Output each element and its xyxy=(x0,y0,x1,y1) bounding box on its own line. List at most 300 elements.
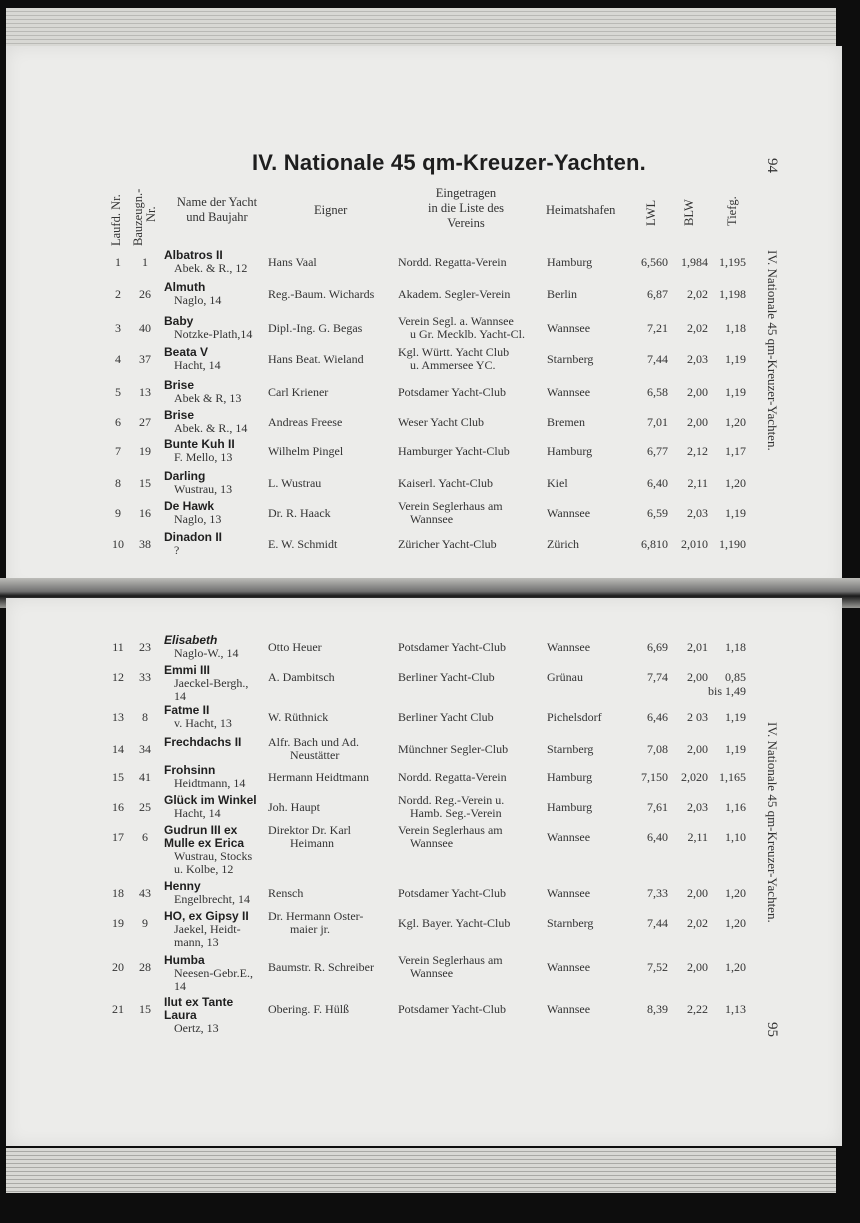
row-yacht-name: De Hawk xyxy=(164,499,215,513)
row-club xyxy=(398,794,504,820)
row-club-line1: Weser Yacht Club xyxy=(398,415,485,429)
row-owner-line1: Wilhelm Pingel xyxy=(268,444,344,458)
row-bauzeugn-nr: 23 xyxy=(139,640,151,654)
row-blw: 2,00 xyxy=(687,670,708,684)
row-blw: 2,00 xyxy=(687,960,708,974)
row-owner xyxy=(268,416,342,429)
row-club-line1: Berliner Yacht Club xyxy=(398,710,494,724)
row-builder-year-line2: 14 xyxy=(174,979,186,993)
row-tiefg: 1,20 xyxy=(725,916,746,930)
row-club-line1: Verein Seglerhaus am xyxy=(398,823,503,837)
row-tiefg: 1,13 xyxy=(725,1002,746,1016)
row-bauzeugn-nr: 16 xyxy=(139,506,151,520)
row-home-port: Zürich xyxy=(547,537,579,551)
row-lfd-nr: 15 xyxy=(112,770,124,784)
row-tiefg: 1,20 xyxy=(725,415,746,429)
row-tiefg: 1,17 xyxy=(725,444,746,458)
row-owner-line1: Rensch xyxy=(268,886,304,900)
row-owner-line1: Joh. Haupt xyxy=(268,800,320,814)
row-tiefg: 1,10 xyxy=(725,830,746,844)
row-club-line1: Hamburger Yacht-Club xyxy=(398,444,510,458)
row-club-line2: Wannsee xyxy=(410,966,454,980)
row-home-port: Hamburg xyxy=(547,444,593,458)
row-home-port: Wannsee xyxy=(547,640,591,654)
row-lfd-nr: 7 xyxy=(115,444,121,458)
row-owner-line1: E. W. Schmidt xyxy=(268,537,338,551)
row-blw: 2,11 xyxy=(687,830,708,844)
row-yacht-name-block xyxy=(164,281,221,307)
row-lfd-nr: 8 xyxy=(115,476,121,490)
row-club xyxy=(398,500,503,526)
row-owner xyxy=(268,887,303,900)
row-home-port: Wannsee xyxy=(547,830,591,844)
row-owner xyxy=(268,256,317,269)
row-blw: 2,00 xyxy=(687,385,708,399)
row-lwl: 6,58 xyxy=(647,385,668,399)
header-lwl: LWL xyxy=(644,199,658,226)
row-club xyxy=(398,288,510,301)
row-club-line2: Wannsee xyxy=(410,512,454,526)
row-yacht-name-block xyxy=(164,824,252,876)
row-owner-line1: Dr. Hermann Oster- xyxy=(268,909,364,923)
row-blw: 2,020 xyxy=(681,770,708,784)
row-builder-year-line2: u. Kolbe, 12 xyxy=(174,862,234,876)
row-club xyxy=(398,1003,506,1016)
row-yacht-name: Humba xyxy=(164,953,205,967)
row-owner-line1: Hans Vaal xyxy=(268,255,317,269)
row-home-port: Berlin xyxy=(547,287,577,301)
row-tiefg: 1,165 xyxy=(719,770,746,784)
row-yacht-name: Albatros II xyxy=(164,248,223,262)
row-builder-year: Wustrau, 13 xyxy=(174,482,233,496)
row-lwl: 7,61 xyxy=(647,800,668,814)
row-lwl: 6,77 xyxy=(647,444,668,458)
row-yacht-name-block xyxy=(164,315,252,341)
row-yacht-name: Beata V xyxy=(164,345,209,359)
row-owner xyxy=(268,671,335,684)
row-owner xyxy=(268,736,359,762)
row-club-line1: Berliner Yacht-Club xyxy=(398,670,495,684)
row-tiefg: 1,19 xyxy=(725,385,746,399)
row-tiefg: 1,20 xyxy=(725,886,746,900)
row-home-port: Wannsee xyxy=(547,886,591,900)
row-owner-line1: Baumstr. R. Schreiber xyxy=(268,960,374,974)
row-yacht-name: Elisabeth xyxy=(164,633,218,647)
row-yacht-name: Brise xyxy=(164,408,195,422)
row-bauzeugn-nr: 41 xyxy=(139,770,151,784)
row-home-port: Hamburg xyxy=(547,255,593,269)
row-tiefg: 1,19 xyxy=(725,710,746,724)
row-yacht-name-block xyxy=(164,500,221,526)
row-lwl: 6,59 xyxy=(647,506,668,520)
row-lwl: 6,40 xyxy=(647,830,668,844)
row-blw: 2,00 xyxy=(687,742,708,756)
row-home-port: Wannsee xyxy=(547,1002,591,1016)
row-owner-line1: W. Rüthnick xyxy=(268,710,329,724)
row-lfd-nr: 16 xyxy=(112,800,124,814)
row-owner-line2: Neustätter xyxy=(290,748,340,762)
row-builder-year-line2: 14 xyxy=(174,689,186,703)
row-lwl: 7,44 xyxy=(647,352,668,366)
row-home-port: Grünau xyxy=(547,670,583,684)
row-bauzeugn-nr: 38 xyxy=(139,537,151,551)
row-yacht-name-block xyxy=(164,736,241,749)
row-lwl: 6,810 xyxy=(641,537,668,551)
row-tiefg: 1,190 xyxy=(719,537,746,551)
row-lfd-nr: 20 xyxy=(112,960,124,974)
row-lwl: 7,21 xyxy=(647,321,668,335)
row-yacht-name-line2: Mulle ex Erica xyxy=(164,836,245,850)
row-yacht-name-block xyxy=(164,346,221,372)
row-owner xyxy=(268,910,363,936)
row-club xyxy=(398,445,510,458)
row-yacht-name: Darling xyxy=(164,469,206,483)
row-lwl: 7,33 xyxy=(647,886,668,900)
row-tiefg-line2: bis 1,49 xyxy=(707,684,746,698)
row-bauzeugn-nr: 28 xyxy=(139,960,151,974)
row-yacht-name-block xyxy=(164,954,253,993)
row-club xyxy=(398,887,506,900)
row-club xyxy=(398,711,494,724)
row-owner-line2: maier jr. xyxy=(290,922,330,936)
row-yacht-name: Brise xyxy=(164,378,195,392)
row-owner-line1: Alfr. Bach und Ad. xyxy=(268,735,359,749)
row-lwl: 7,52 xyxy=(647,960,668,974)
row-bauzeugn-nr: 15 xyxy=(139,1002,151,1016)
row-lfd-nr: 5 xyxy=(115,385,121,399)
row-yacht-name: Emmi III xyxy=(164,663,211,677)
row-lwl: 8,39 xyxy=(647,1002,668,1016)
row-club-line1: Verein Seglerhaus am xyxy=(398,953,503,967)
row-bauzeugn-nr: 34 xyxy=(139,742,151,756)
row-lfd-nr: 10 xyxy=(112,537,124,551)
row-owner-line2: Heimann xyxy=(290,836,334,850)
side-running-title-top: IV. Nationale 45 qm-Kreuzer-Yachten. xyxy=(765,250,780,451)
row-tiefg: 1,195 xyxy=(719,255,746,269)
row-builder-year-line2: mann, 13 xyxy=(174,935,219,949)
row-blw: 2,03 xyxy=(687,800,708,814)
row-bauzeugn-nr: 9 xyxy=(142,916,148,930)
row-owner xyxy=(268,445,343,458)
row-lfd-nr: 17 xyxy=(112,830,124,844)
row-lfd-nr: 13 xyxy=(112,710,124,724)
row-club xyxy=(398,671,495,684)
row-club-line1: Potsdamer Yacht-Club xyxy=(398,640,506,654)
page-stack-bottom xyxy=(6,1148,836,1193)
row-yacht-name-block xyxy=(164,880,250,906)
row-club xyxy=(398,743,508,756)
header-tiefg: Tiefg. xyxy=(725,196,739,226)
row-owner xyxy=(268,771,369,784)
row-owner xyxy=(268,961,374,974)
row-owner xyxy=(268,322,362,335)
header-bauzeugn-nr: Nr. xyxy=(144,206,158,222)
row-blw: 2,00 xyxy=(687,415,708,429)
row-club-line1: Münchner Segler-Club xyxy=(398,742,509,756)
row-owner-line1: Carl Kriener xyxy=(268,385,329,399)
row-yacht-name: Henny xyxy=(164,879,201,893)
row-builder-year: Hacht, 14 xyxy=(174,806,221,820)
row-home-port: Pichelsdorf xyxy=(547,710,602,724)
row-club-line1: Verein Seglerhaus am xyxy=(398,499,503,513)
row-tiefg: 1,19 xyxy=(725,742,746,756)
row-owner xyxy=(268,538,337,551)
row-lfd-nr: 11 xyxy=(112,640,124,654)
row-owner-line1: Reg.-Baum. Wichards xyxy=(268,287,375,301)
row-builder-year: Hacht, 14 xyxy=(174,358,221,372)
row-club xyxy=(398,346,509,372)
row-club-line1: Kgl. Bayer. Yacht-Club xyxy=(398,916,511,930)
row-blw: 2,12 xyxy=(687,444,708,458)
row-club-line1: Potsdamer Yacht-Club xyxy=(398,1002,506,1016)
row-tiefg: 1,18 xyxy=(725,640,746,654)
header-bauzeugn: Bauzeugn.- xyxy=(131,188,145,246)
row-club-line1: Nordd. Reg.-Verein u. xyxy=(398,793,505,807)
row-blw: 2,02 xyxy=(687,321,708,335)
row-builder-year: Jaekel, Heidt- xyxy=(174,922,241,936)
row-owner xyxy=(268,801,320,814)
row-club-line1: Kgl. Württ. Yacht Club xyxy=(398,345,510,359)
row-yacht-name: Fatme II xyxy=(164,703,210,717)
row-yacht-name-block xyxy=(164,470,232,496)
row-club-line2: u Gr. Mecklb. Yacht-Cl. xyxy=(410,327,525,341)
row-home-port: Starnberg xyxy=(547,352,594,366)
header-eigner: Eigner xyxy=(314,203,348,217)
row-builder-year: Abek. & R., 12 xyxy=(174,261,248,275)
row-builder-year: Abek. & R., 14 xyxy=(174,421,248,435)
row-yacht-name-block xyxy=(164,634,239,660)
row-blw: 2,03 xyxy=(687,352,708,366)
row-bauzeugn-nr: 25 xyxy=(139,800,151,814)
row-club xyxy=(398,641,506,654)
row-bauzeugn-nr: 27 xyxy=(139,415,151,429)
row-yacht-name: Frechdachs II xyxy=(164,735,242,749)
row-club xyxy=(398,477,493,490)
row-yacht-name: Almuth xyxy=(164,280,206,294)
row-bauzeugn-nr: 8 xyxy=(142,710,148,724)
row-home-port: Kiel xyxy=(547,476,568,490)
row-home-port: Bremen xyxy=(547,415,585,429)
header-verein: Eingetragen in die Liste des Vereins xyxy=(427,186,505,230)
row-yacht-name: Frohsinn xyxy=(164,763,216,777)
row-home-port: Wannsee xyxy=(547,506,591,520)
row-builder-year: Naglo, 14 xyxy=(174,293,222,307)
page-title: IV. Nationale 45 qm-Kreuzer-Yachten. xyxy=(252,150,646,175)
row-blw: 2,00 xyxy=(687,886,708,900)
row-tiefg: 1,20 xyxy=(725,960,746,974)
row-bauzeugn-nr: 26 xyxy=(139,287,151,301)
row-home-port: Hamburg xyxy=(547,800,593,814)
row-club-line1: Züricher Yacht-Club xyxy=(398,537,497,551)
row-club-line1: Nordd. Regatta-Verein xyxy=(398,255,507,269)
row-owner xyxy=(268,477,321,490)
row-blw: 2,03 xyxy=(687,506,708,520)
row-club-line2: Hamb. Seg.-Verein xyxy=(410,806,502,820)
row-club-line1: Nordd. Regatta-Verein xyxy=(398,770,507,784)
row-lwl: 7,01 xyxy=(647,415,668,429)
row-home-port: Wannsee xyxy=(547,321,591,335)
row-blw: 2,010 xyxy=(681,537,708,551)
row-yacht-name: Ilut ex Tante xyxy=(164,995,234,1009)
row-owner-line1: Andreas Freese xyxy=(268,415,343,429)
row-lfd-nr: 14 xyxy=(112,742,124,756)
row-home-port: Starnberg xyxy=(547,742,594,756)
row-owner-line1: Hans Beat. Wieland xyxy=(268,352,364,366)
row-builder-year: v. Hacht, 13 xyxy=(174,716,232,730)
row-club-line1: Verein Segl. a. Wannsee xyxy=(398,314,514,328)
row-club-line1: Akadem. Segler-Verein xyxy=(398,287,511,301)
row-bauzeugn-nr: 19 xyxy=(139,444,151,458)
row-builder-year: ? xyxy=(174,543,180,557)
row-home-port: Wannsee xyxy=(547,385,591,399)
row-lwl: 7,150 xyxy=(641,770,668,784)
row-owner-line1: A. Dambitsch xyxy=(268,670,335,684)
side-running-title-bottom: IV. Nationale 45 qm-Kreuzer-Yachten. xyxy=(765,722,780,923)
row-yacht-name-block xyxy=(164,764,245,790)
row-builder-year: Oertz, 13 xyxy=(174,1021,219,1035)
row-yacht-name-block xyxy=(164,664,248,703)
row-builder-year: Naglo, 13 xyxy=(174,512,222,526)
row-lfd-nr: 1 xyxy=(115,255,121,269)
header-name: Name der Yacht und Baujahr xyxy=(176,195,258,224)
header-lfd-nr: Laufd. Nr. xyxy=(109,194,123,246)
row-builder-year: Engelbrecht, 14 xyxy=(174,892,250,906)
row-bauzeugn-nr: 15 xyxy=(139,476,151,490)
row-club xyxy=(398,386,506,399)
row-club xyxy=(398,256,507,269)
row-tiefg: 1,20 xyxy=(725,476,746,490)
row-lfd-nr: 2 xyxy=(115,287,121,301)
row-blw: 2,11 xyxy=(687,476,708,490)
header-heimatshafen: Heimatshafen xyxy=(546,203,616,217)
row-yacht-name-block xyxy=(164,704,232,730)
row-tiefg: 1,19 xyxy=(725,352,746,366)
page-stack-top xyxy=(6,8,836,48)
row-yacht-name-block xyxy=(164,249,247,275)
row-builder-year: Wustrau, Stocks xyxy=(174,849,253,863)
row-lwl: 6,69 xyxy=(647,640,668,654)
row-bauzeugn-nr: 37 xyxy=(139,352,151,366)
row-owner xyxy=(268,824,351,850)
row-yacht-name-block xyxy=(164,794,257,820)
page-number-right: 95 xyxy=(764,1022,780,1037)
row-club-line2: Wannsee xyxy=(410,836,454,850)
row-tiefg: 1,198 xyxy=(719,287,746,301)
row-home-port: Starnberg xyxy=(547,916,594,930)
row-builder-year: Neesen-Gebr.E., xyxy=(174,966,253,980)
row-yacht-name-block xyxy=(164,531,222,557)
row-lfd-nr: 21 xyxy=(112,1002,124,1016)
row-lfd-nr: 19 xyxy=(112,916,124,930)
row-owner xyxy=(268,507,331,520)
row-owner xyxy=(268,641,322,654)
row-owner-line1: Direktor Dr. Karl xyxy=(268,823,351,837)
row-lfd-nr: 12 xyxy=(112,670,124,684)
row-blw: 2,02 xyxy=(687,287,708,301)
row-yacht-name: Dinadon II xyxy=(164,530,222,544)
row-club-line1: Kaiserl. Yacht-Club xyxy=(398,476,493,490)
row-club xyxy=(398,538,497,551)
row-club-line1: Potsdamer Yacht-Club xyxy=(398,385,506,399)
row-builder-year: Heidtmann, 14 xyxy=(174,776,246,790)
row-yacht-name-line2: Laura xyxy=(164,1008,197,1022)
row-tiefg: 1,19 xyxy=(725,506,746,520)
row-bauzeugn-nr: 33 xyxy=(139,670,151,684)
row-home-port: Hamburg xyxy=(547,770,593,784)
row-bauzeugn-nr: 6 xyxy=(142,830,148,844)
row-lfd-nr: 4 xyxy=(115,352,121,366)
row-tiefg: 1,18 xyxy=(725,321,746,335)
row-lwl: 7,08 xyxy=(647,742,668,756)
row-club-line1: Potsdamer Yacht-Club xyxy=(398,886,506,900)
row-bauzeugn-nr: 43 xyxy=(139,886,151,900)
row-yacht-name: Gudrun III ex xyxy=(164,823,238,837)
row-lfd-nr: 9 xyxy=(115,506,121,520)
row-owner xyxy=(268,353,364,366)
row-owner xyxy=(268,711,328,724)
row-lfd-nr: 3 xyxy=(115,321,121,335)
row-lwl: 6,40 xyxy=(647,476,668,490)
row-home-port: Wannsee xyxy=(547,960,591,974)
page-number-left: 94 xyxy=(764,158,780,173)
row-owner-line1: Dipl.-Ing. G. Begas xyxy=(268,321,363,335)
row-lwl: 7,44 xyxy=(647,916,668,930)
row-lfd-nr: 18 xyxy=(112,886,124,900)
row-builder-year: F. Mello, 13 xyxy=(174,450,233,464)
row-owner xyxy=(268,386,328,399)
row-club xyxy=(398,917,510,930)
row-owner-line1: Otto Heuer xyxy=(268,640,322,654)
row-builder-year: Abek & R, 13 xyxy=(174,391,242,405)
row-tiefg: 0,85 xyxy=(725,670,746,684)
row-owner xyxy=(268,1003,349,1016)
row-blw: 2,02 xyxy=(687,916,708,930)
row-yacht-name: HO, ex Gipsy II xyxy=(164,909,249,923)
row-blw: 2,22 xyxy=(687,1002,708,1016)
row-club xyxy=(398,954,503,980)
row-yacht-name-block xyxy=(164,996,233,1035)
row-lfd-nr: 6 xyxy=(115,415,121,429)
row-bauzeugn-nr: 40 xyxy=(139,321,151,335)
row-yacht-name-block xyxy=(164,910,249,949)
row-builder-year: Naglo-W., 14 xyxy=(174,646,239,660)
row-tiefg: 1,16 xyxy=(725,800,746,814)
row-bauzeugn-nr: 1 xyxy=(142,255,148,269)
row-owner-line1: Obering. F. Hülß xyxy=(268,1002,350,1016)
row-club-line2: u. Ammersee YC. xyxy=(410,358,496,372)
row-owner xyxy=(268,288,374,301)
row-club xyxy=(398,824,503,850)
row-builder-year: Jaeckel-Bergh., xyxy=(174,676,249,690)
row-club xyxy=(398,315,525,341)
row-club xyxy=(398,416,484,429)
row-owner-line1: L. Wustrau xyxy=(268,476,322,490)
row-builder-year: Notzke-Plath,14 xyxy=(174,327,253,341)
row-yacht-name: Glück im Winkel xyxy=(164,793,257,807)
row-owner-line1: Dr. R. Haack xyxy=(268,506,331,520)
row-lwl: 6,560 xyxy=(641,255,668,269)
row-club xyxy=(398,771,507,784)
row-blw: 1,984 xyxy=(681,255,708,269)
row-blw: 2,01 xyxy=(687,640,708,654)
row-yacht-name-block xyxy=(164,379,241,405)
row-lwl: 6,87 xyxy=(647,287,668,301)
row-yacht-name-block xyxy=(164,438,235,464)
row-lwl: 6,46 xyxy=(647,710,668,724)
row-owner-line1: Hermann Heidtmann xyxy=(268,770,369,784)
row-yacht-name-block xyxy=(164,409,247,435)
row-lwl: 7,74 xyxy=(647,670,668,684)
